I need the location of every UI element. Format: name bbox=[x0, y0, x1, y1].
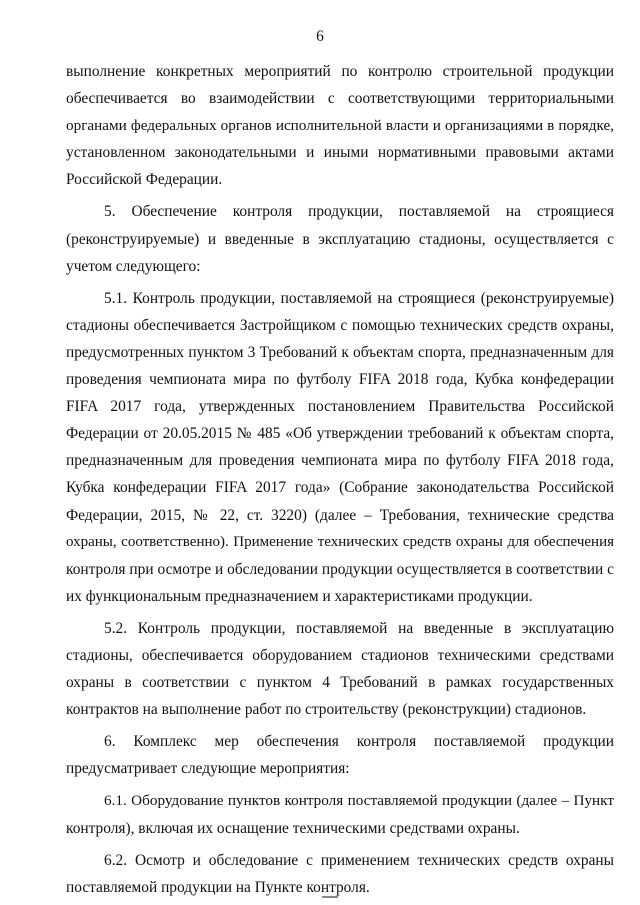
text-line: стадионы, обеспечивается оборудованием стадионов техническими средствами bbox=[66, 646, 614, 664]
text-line: контроля), включая их оснащение техническими средствами охраны. bbox=[66, 819, 520, 837]
text-line: 5. Обеспечение контроля продукции, поставляемой на строящиеся bbox=[104, 203, 614, 221]
text-line: стадионы обеспечивается Застройщиком с помощью технических средств охраны, bbox=[66, 316, 614, 334]
text-line: предусмотренных пунктом 3 Требований к объектам спорта, предназначенным для bbox=[66, 343, 614, 361]
text-line: Кубка конфедерации FIFA 2017 года» (Собрание законодательства Российской bbox=[66, 479, 614, 497]
scan-artifact bbox=[322, 896, 338, 898]
paragraph-5-1 bbox=[66, 285, 614, 610]
text-line: учетом следующего: bbox=[66, 257, 201, 275]
text-line: их функциональным предназначением и характеристиками продукции. bbox=[66, 587, 533, 605]
page-number: 6 bbox=[316, 28, 324, 45]
text-line: 6.2. Осмотр и обследование с применением технических средств охраны bbox=[104, 851, 614, 869]
text-line: охраны в соответствии с пунктом 4 Требований в рамках государственных bbox=[66, 674, 614, 692]
paragraph-5-2 bbox=[66, 615, 614, 723]
text-line: (реконструируемые) и введенные в эксплуатацию стадионы, осуществляется с bbox=[66, 230, 614, 248]
text-line: 6.1. Оборудование пунктов контроля поставляемой продукции (далее – Пункт bbox=[104, 792, 614, 810]
paragraph-continuation bbox=[66, 58, 614, 193]
paragraph-6-2 bbox=[66, 847, 614, 901]
text-line: 5.1. Контроль продукции, поставляемой на строящиеся (реконструируемые) bbox=[104, 289, 614, 307]
paragraph-6 bbox=[66, 728, 614, 782]
text-line: органами федеральных органов исполнительной власти и организациями в порядке, bbox=[66, 117, 614, 135]
text-line: контрактов на выполнение работ по строительству (реконструкции) стадионов. bbox=[66, 701, 587, 719]
text-line: предназначенным для проведения чемпионата мира по футболу FIFA 2018 года, bbox=[66, 452, 614, 470]
text-line: проведения чемпионата мира по футболу FIFA 2018 года, Кубка конфедерации bbox=[66, 371, 614, 389]
text-line: охраны, соответственно). Применение технических средств охраны для обеспечения bbox=[66, 533, 614, 550]
paragraph-5 bbox=[66, 198, 614, 279]
text-line: установленном законодательными и иными нормативными правовыми актами bbox=[66, 144, 614, 162]
text-line: обеспечивается во взаимодействии с соответствующими территориальными bbox=[66, 90, 614, 108]
text-line: 5.2. Контроль продукции, поставляемой на введенные в эксплуатацию bbox=[104, 619, 614, 637]
paragraph-6-1 bbox=[66, 787, 614, 841]
text-line: Федерации, 2015, № 22, ст. 3220) (далее – Требования, технические средства bbox=[66, 506, 614, 524]
text-line: выполнение конкретных мероприятий по контролю строительной продукции bbox=[66, 63, 614, 80]
text-line: 6. Комплекс мер обеспечения контроля поставляемой продукции bbox=[104, 733, 614, 751]
text-line: предусматривает следующие мероприятия: bbox=[66, 760, 350, 778]
text-line: контроля при осмотре и обследовании продукции осуществляется в соответствии с bbox=[66, 560, 614, 578]
text-line: Федерации от 20.05.2015 № 485 «Об утверждении требований к объектам спорта, bbox=[66, 425, 614, 443]
text-line: FIFA 2017 года, утвержденных постановлением Правительства Российской bbox=[66, 398, 614, 416]
text-line: поставляемой продукции на Пункте контроля. bbox=[66, 878, 370, 896]
text-line: Российской Федерации. bbox=[66, 171, 223, 189]
document-body bbox=[66, 58, 614, 901]
